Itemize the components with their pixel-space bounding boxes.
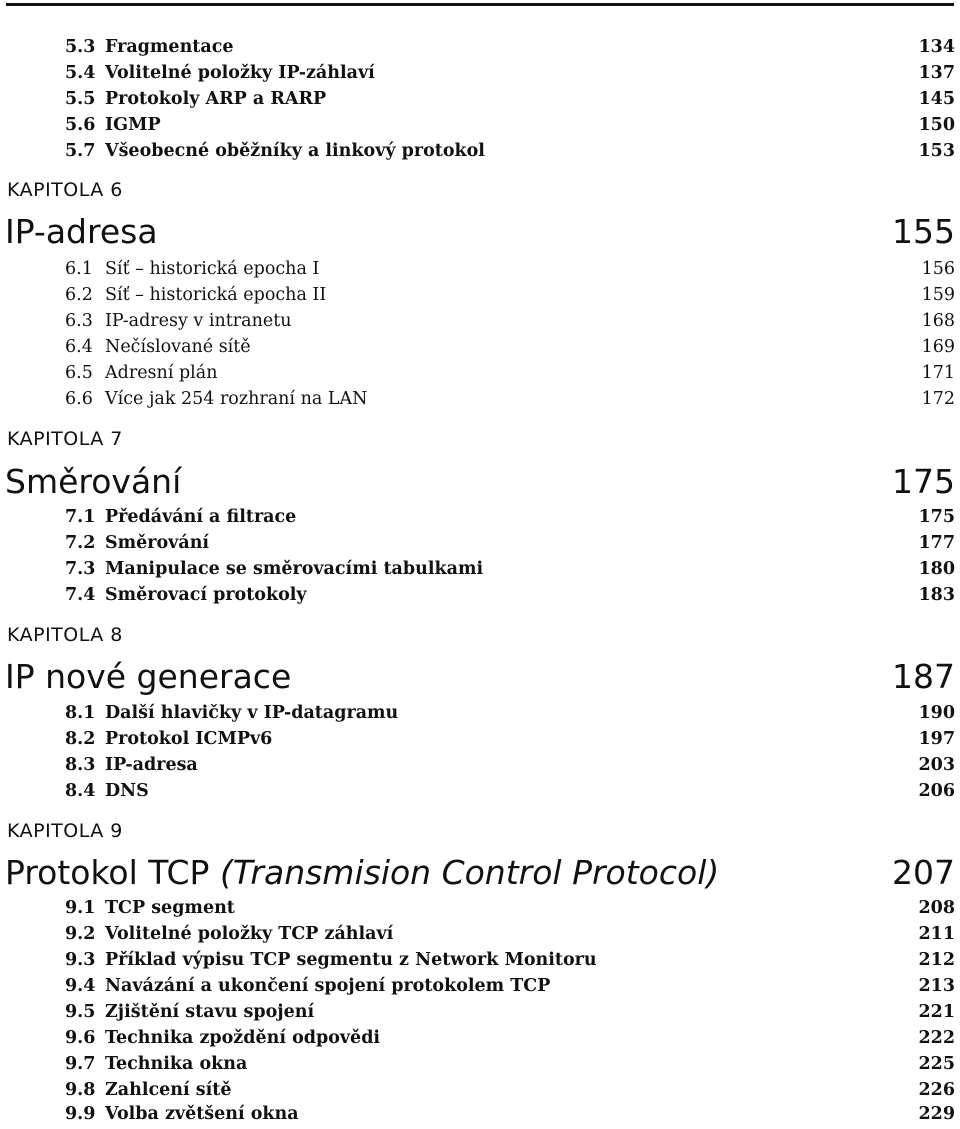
entry-number: 6.5	[65, 363, 93, 383]
entry-title: Volba zvětšení okna	[105, 1104, 299, 1124]
entry-number: 6.1	[65, 259, 93, 279]
entry-title: TCP segment	[105, 898, 235, 918]
toc-entry[interactable]	[65, 973, 955, 999]
entry-page: 134	[918, 37, 955, 57]
entry-number: 9.2	[65, 924, 96, 944]
entry-page: 150	[918, 115, 955, 135]
entry-page: 171	[921, 363, 955, 383]
chapter-page: 187	[892, 656, 955, 696]
entry-number: 9.6	[65, 1028, 96, 1048]
chapter-label: KAPITOLA 6	[7, 179, 123, 201]
toc-entry[interactable]	[65, 1051, 955, 1077]
entry-number: 7.2	[65, 533, 96, 553]
entry-title: Adresní plán	[105, 363, 218, 383]
entry-number: 6.6	[65, 389, 93, 409]
entry-page: 156	[921, 259, 955, 279]
entry-page: 190	[918, 703, 955, 723]
entry-page: 145	[918, 89, 955, 109]
toc-entry[interactable]	[65, 556, 955, 582]
chapter-label: KAPITOLA 9	[7, 820, 123, 842]
toc-entry[interactable]	[65, 360, 955, 386]
entry-title: Protokol ICMPv6	[105, 729, 273, 749]
entry-page: 208	[918, 898, 955, 918]
entry-title: Navázání a ukončení spojení protokolem TCP	[105, 976, 551, 996]
entry-title: Směrovací protokoly	[105, 585, 307, 605]
entry-title: Zahlcení sítě	[105, 1080, 232, 1100]
entry-title: Technika zpoždění odpovědi	[105, 1028, 381, 1048]
chapter-heading[interactable]	[5, 848, 955, 896]
entry-number: 9.5	[65, 1002, 96, 1022]
toc-entry[interactable]	[65, 1025, 955, 1051]
entry-title: Zjištění stavu spojení	[105, 1002, 315, 1022]
entry-number: 5.6	[65, 115, 96, 135]
entry-page: 211	[918, 924, 955, 944]
toc-entry[interactable]	[65, 726, 955, 752]
entry-number: 6.4	[65, 337, 93, 357]
entry-number: 8.4	[65, 781, 96, 801]
chapter-page: 155	[892, 211, 955, 251]
entry-page: 183	[918, 585, 955, 605]
entry-page: 169	[921, 337, 955, 357]
toc-entry[interactable]	[65, 282, 955, 308]
entry-number: 7.1	[65, 507, 96, 527]
entry-number: 8.1	[65, 703, 96, 723]
entry-page: 225	[918, 1054, 955, 1074]
entry-title: Více jak 254 rozhraní na LAN	[105, 389, 368, 409]
entry-title: IP-adresy v intranetu	[105, 311, 292, 331]
toc-entry[interactable]	[65, 999, 955, 1025]
entry-title: Technika okna	[105, 1054, 248, 1074]
chapter-heading[interactable]	[5, 207, 955, 255]
toc-entry[interactable]	[65, 1101, 955, 1127]
entry-number: 9.3	[65, 950, 96, 970]
toc-entry[interactable]	[65, 752, 955, 778]
entry-title: Síť – historická epocha I	[105, 259, 320, 279]
entry-page: 153	[918, 141, 955, 161]
toc-entry[interactable]	[65, 895, 955, 921]
entry-number: 9.8	[65, 1080, 96, 1100]
chapter-title: Protokol TCP	[5, 852, 210, 892]
chapter-page: 207	[892, 852, 955, 892]
chapter-title: IP-adresa	[5, 211, 158, 251]
toc-entry[interactable]	[65, 112, 955, 138]
entry-page: 197	[918, 729, 955, 749]
entry-page: 168	[921, 311, 955, 331]
entry-title: IGMP	[105, 115, 161, 135]
toc-entry[interactable]	[65, 530, 955, 556]
entry-page: 177	[918, 533, 955, 553]
chapter-label: KAPITOLA 7	[7, 428, 123, 450]
entry-page: 226	[918, 1080, 955, 1100]
entry-title: Síť – historická epocha II	[105, 285, 327, 305]
entry-number: 7.3	[65, 559, 96, 579]
entry-page: 180	[918, 559, 955, 579]
entry-number: 5.3	[65, 37, 96, 57]
entry-page: 221	[918, 1002, 955, 1022]
chapter-label: KAPITOLA 8	[7, 624, 123, 646]
toc-entry[interactable]	[65, 700, 955, 726]
toc-entry[interactable]	[65, 921, 955, 947]
entry-page: 206	[918, 781, 955, 801]
entry-page: 229	[918, 1104, 955, 1124]
chapter-title: IP nové generace	[5, 656, 292, 696]
entry-number: 6.3	[65, 311, 93, 331]
toc-entry[interactable]	[65, 86, 955, 112]
entry-title: Volitelné položky IP-záhlaví	[105, 63, 375, 83]
entry-number: 5.5	[65, 89, 96, 109]
entry-title: Všeobecné oběžníky a linkový protokol	[105, 141, 485, 161]
toc-entry[interactable]	[65, 947, 955, 973]
entry-number: 9.7	[65, 1054, 96, 1074]
entry-page: 175	[918, 507, 955, 527]
chapter-title-wrapper	[5, 853, 892, 892]
entry-page: 172	[921, 389, 955, 409]
entry-number: 5.4	[65, 63, 96, 83]
entry-number: 8.2	[65, 729, 96, 749]
entry-title: Nečíslované sítě	[105, 337, 251, 357]
entry-number: 6.2	[65, 285, 93, 305]
toc-entry[interactable]	[65, 138, 955, 164]
toc-entry[interactable]	[65, 256, 955, 282]
chapter-heading[interactable]	[5, 652, 955, 700]
entry-number: 7.4	[65, 585, 96, 605]
entry-number: 9.1	[65, 898, 96, 918]
chapter-title-italic: (Transmision Control Protocol)	[219, 852, 720, 892]
chapter-heading[interactable]	[5, 457, 955, 505]
entry-title: Předávání a filtrace	[105, 507, 297, 527]
entry-page: 159	[921, 285, 955, 305]
entry-title: Další hlavičky v IP-datagramu	[105, 703, 399, 723]
toc-entry[interactable]	[65, 34, 955, 60]
entry-number: 9.4	[65, 976, 96, 996]
entry-title: Směrování	[105, 533, 210, 553]
toc-entry[interactable]	[65, 582, 955, 608]
entry-title: Volitelné položky TCP záhlaví	[105, 924, 394, 944]
entry-title: Protokoly ARP a RARP	[105, 89, 327, 109]
toc-entry[interactable]	[65, 60, 955, 86]
entry-page: 212	[918, 950, 955, 970]
entry-title: DNS	[105, 781, 149, 801]
entry-number: 8.3	[65, 755, 96, 775]
entry-page: 203	[918, 755, 955, 775]
toc-entry[interactable]	[65, 308, 955, 334]
toc-entry[interactable]	[65, 1077, 955, 1103]
entry-title: Fragmentace	[105, 37, 234, 57]
chapter-title: Směrování	[5, 461, 182, 501]
toc-entry[interactable]	[65, 504, 955, 530]
toc-entry[interactable]	[65, 778, 955, 804]
toc-entry[interactable]	[65, 334, 955, 360]
entry-number: 5.7	[65, 141, 96, 161]
entry-title: IP-adresa	[105, 755, 198, 775]
entry-title: Manipulace se směrovacími tabulkami	[105, 559, 484, 579]
entry-page: 137	[918, 63, 955, 83]
entry-page: 222	[918, 1028, 955, 1048]
entry-number: 9.9	[65, 1104, 96, 1124]
toc-entry[interactable]	[65, 386, 955, 412]
entry-page: 213	[918, 976, 955, 996]
chapter-page: 175	[892, 461, 955, 501]
entry-title: Příklad výpisu TCP segmentu z Network Monitoru	[105, 950, 597, 970]
